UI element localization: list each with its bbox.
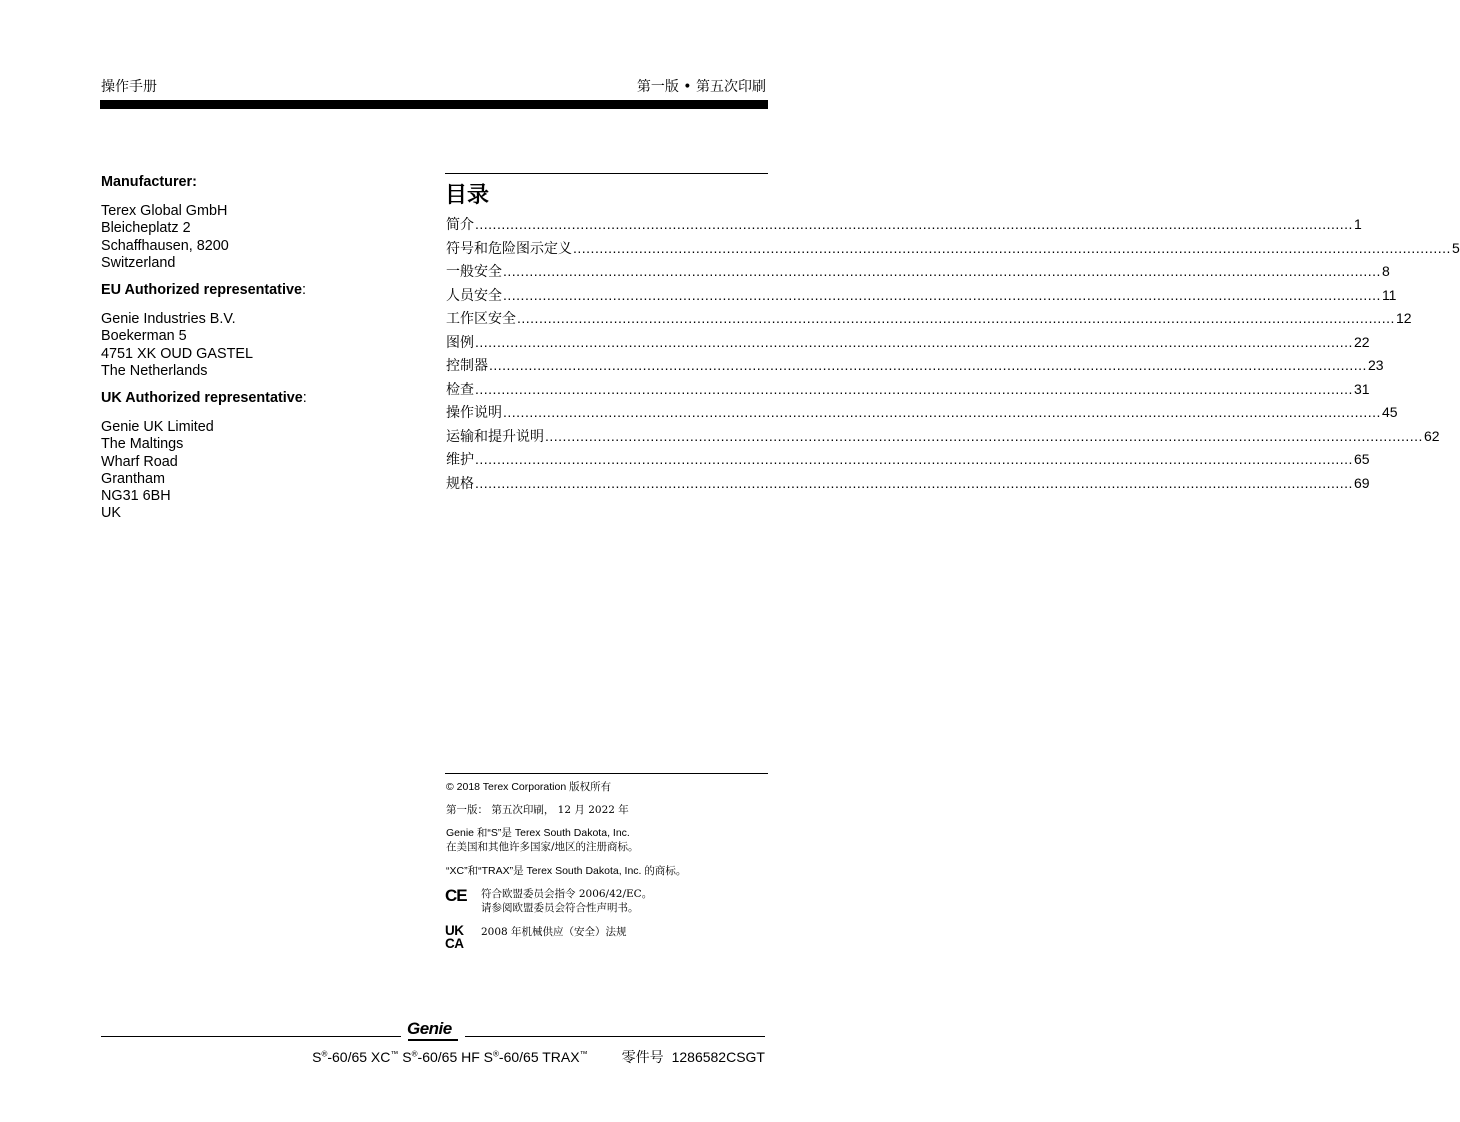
genie-logo: Genie: [407, 1019, 452, 1038]
address-line: Terex Global GmbH: [101, 203, 228, 220]
trademark-mark: ™: [579, 1049, 588, 1059]
address-line: 4751 XK OUD GASTEL: [101, 345, 253, 362]
toc-leader: ........................................................................................................................................................................................................: [503, 404, 1381, 420]
ukca-regulation-text: 2008 年机械供应（安全）法规: [481, 926, 627, 938]
toc-entry-page: 22: [1353, 333, 1370, 350]
toc-entry-title: 图例: [446, 334, 474, 351]
toc-entry-title: 人员安全: [446, 287, 502, 304]
part-number-value: 1286582CSGT: [671, 1049, 765, 1065]
address-line: Bleicheplatz 2: [101, 220, 191, 237]
toc-leader: ........................................................................................................................................................................................................: [475, 380, 1353, 397]
toc-entry-title: 运输和提升说明: [446, 428, 544, 445]
toc-entry-page: 12: [1395, 310, 1412, 326]
toc-entry-title: 符号和危险图示定义: [446, 240, 572, 257]
footer-model-line: [312, 1047, 765, 1067]
trademark-mark: ™: [390, 1049, 399, 1059]
header-bar: [100, 100, 768, 109]
address-line: Schaffhausen, 8200: [101, 237, 229, 254]
trademark-line-1: Genie 和“S”是 Terex South Dakota, Inc.: [446, 827, 630, 839]
ce-directive-text: 符合欧盟委员会指令 2006/42/EC。: [481, 888, 653, 900]
toc-entry-title: 控制器: [446, 358, 488, 374]
eu-rep-heading-text: EU Authorized representative: [101, 282, 302, 299]
address-line: Genie Industries B.V.: [101, 311, 236, 328]
header-left-title: 操作手册: [101, 79, 157, 95]
toc-leader: ........................................................................................................................................................................................................: [573, 239, 1451, 256]
ce-mark-icon: CE: [445, 886, 467, 905]
model-xc: -60/65 XC: [327, 1049, 391, 1065]
registered-mark: ®: [321, 1049, 328, 1059]
toc-leader: ........................................................................................................................................................................................................: [489, 357, 1367, 373]
toc-leader: ........................................................................................................................................................................................................: [475, 333, 1353, 350]
legal-top-rule: [445, 773, 768, 774]
toc-leader: ........................................................................................................................................................................................................: [475, 474, 1353, 491]
uk-rep-heading-text: UK Authorized representative: [101, 390, 303, 407]
address-line: Genie UK Limited: [101, 419, 214, 436]
eu-rep-heading: [101, 282, 421, 299]
toc-entry[interactable]: [446, 332, 1370, 356]
toc-leader: ........................................................................................................................................................................................................: [475, 216, 1353, 232]
toc-entry-title: 简介: [446, 217, 474, 233]
ukca-mark-icon: [445, 924, 475, 950]
toc-entry-title: 工作区安全: [446, 311, 516, 327]
toc-leader: ........................................................................................................................................................................................................: [503, 286, 1381, 303]
model-hf: -60/65 HF S: [417, 1049, 494, 1065]
toc-leader: ........................................................................................................................................................................................................: [475, 451, 1353, 467]
part-number-label: 零件号: [621, 1050, 664, 1066]
address-line: The Netherlands: [101, 362, 208, 379]
toc-top-rule: [445, 173, 768, 174]
toc-list: [446, 214, 1460, 496]
toc-entry[interactable]: [446, 214, 1362, 238]
toc-entry-title: 一般安全: [446, 264, 502, 280]
toc-entry[interactable]: [446, 308, 1412, 332]
model-s: S: [312, 1049, 322, 1065]
toc-entry-page: 23: [1367, 357, 1384, 373]
address-line: NG31 6BH: [101, 488, 171, 505]
address-line: UK: [101, 505, 121, 522]
footer-rule-left: [101, 1036, 401, 1037]
eu-rep-colon: :: [301, 282, 306, 299]
address-line: Wharf Road: [101, 453, 178, 470]
eu-rep-address: [101, 311, 421, 380]
address-line: The Maltings: [101, 436, 184, 453]
toc-entry[interactable]: [446, 238, 1460, 262]
toc-entry-page: 62: [1423, 427, 1440, 444]
toc-entry-title: 规格: [446, 475, 474, 492]
address-line: Boekerman 5: [101, 328, 187, 345]
toc-entry-page: 11: [1381, 286, 1397, 303]
registered-mark: ®: [493, 1049, 499, 1059]
address-line: Switzerland: [101, 254, 176, 271]
toc-entry-title: 维护: [446, 452, 474, 468]
registered-mark: ®: [411, 1049, 418, 1059]
edition-text: 第一版： 第五次印刷， 12 月 2022 年: [446, 804, 629, 816]
toc-leader: ........................................................................................................................................................................................................: [545, 427, 1423, 444]
toc-entry[interactable]: [446, 402, 1398, 426]
toc-entry[interactable]: [446, 426, 1440, 450]
toc-entry[interactable]: [446, 261, 1390, 285]
trademark-line-2: 在美国和其他许多国家/地区的注册商标。: [446, 841, 639, 853]
toc-entry[interactable]: [446, 449, 1370, 473]
toc-entry-page: 31: [1353, 380, 1370, 397]
manufacturer-address: [101, 203, 421, 272]
trademark-xc-trax: “XC”和“TRAX”是 Terex South Dakota, Inc. 的商标。: [446, 865, 687, 877]
ce-declaration-text: 请参阅欧盟委员会符合性声明书。: [481, 902, 639, 914]
uk-rep-colon: :: [302, 390, 307, 407]
address-line: Grantham: [101, 470, 165, 487]
toc-entry-page: 45: [1381, 404, 1398, 420]
ukca-mark-top: UK: [445, 923, 464, 938]
toc-entry[interactable]: [446, 379, 1370, 403]
toc-entry-page: 1: [1353, 216, 1362, 232]
toc-entry-title: 检查: [446, 381, 474, 398]
toc-entry-page: 69: [1353, 474, 1370, 491]
toc-entry-page: 5: [1451, 239, 1460, 256]
manufacturer-heading: Manufacturer:: [101, 174, 197, 190]
genie-logo-underline: [408, 1039, 458, 1041]
uk-rep-heading: [101, 390, 421, 407]
toc-entry[interactable]: [446, 285, 1397, 309]
toc-entry-page: 8: [1381, 263, 1390, 279]
toc-title: 目录: [445, 182, 490, 208]
model-trax: -60/65 TRAX: [498, 1049, 580, 1065]
toc-entry[interactable]: [446, 355, 1384, 379]
address-column: [101, 174, 421, 532]
toc-entry[interactable]: [446, 473, 1370, 497]
header-edition: 第一版 • 第五次印刷: [636, 79, 766, 95]
ukca-mark-bottom: CA: [445, 936, 464, 951]
model-s: S: [398, 1049, 412, 1065]
toc-leader: ........................................................................................................................................................................................................: [517, 310, 1395, 326]
toc-entry-title: 操作说明: [446, 405, 502, 421]
toc-leader: ........................................................................................................................................................................................................: [503, 263, 1381, 279]
copyright-text: © 2018 Terex Corporation 版权所有: [446, 781, 612, 793]
uk-rep-address: [101, 419, 421, 522]
footer-rule-right: [465, 1036, 765, 1037]
toc-entry-page: 65: [1353, 451, 1370, 467]
